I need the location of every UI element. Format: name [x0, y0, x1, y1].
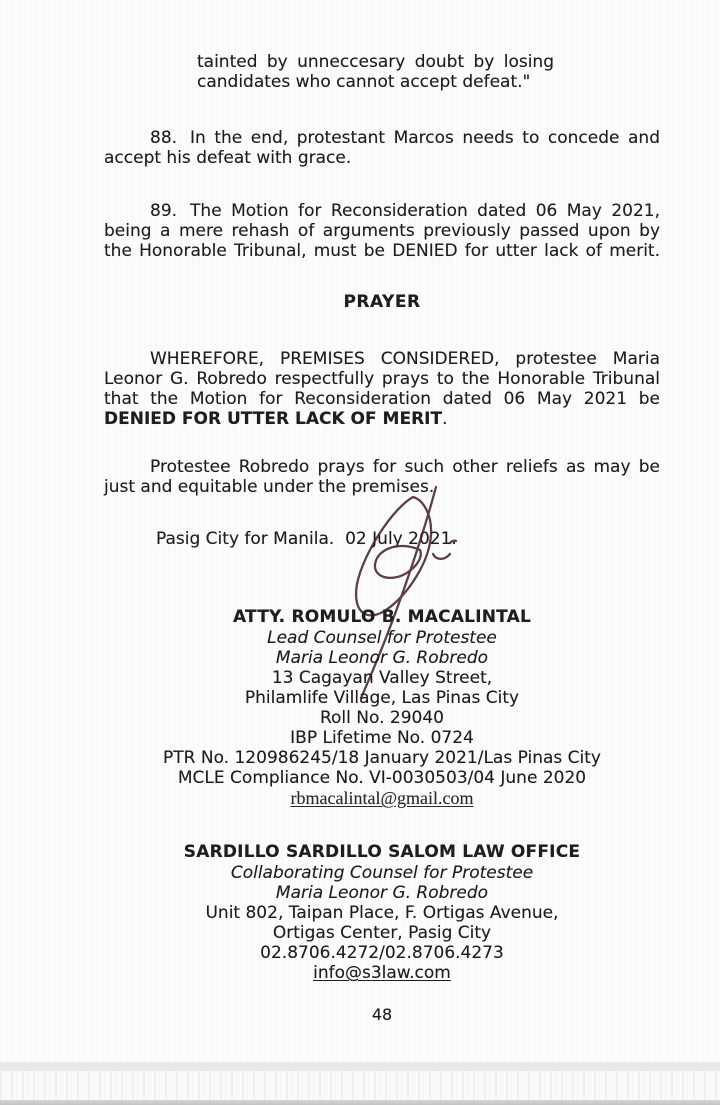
paragraph-line: [104, 201, 660, 221]
paragraph-number: 88.: [150, 128, 178, 148]
scan-bottom-edge: [0, 1100, 720, 1105]
collaborating-counsel-client: Maria Leonor G. Robredo: [275, 883, 489, 903]
paragraph-line: just and equitable under the premises.: [104, 477, 435, 497]
paragraph-text: In the end, protestant Marcos needs to concede and: [190, 128, 660, 148]
paragraph-line: Protestee Robredo prays for such other reliefs as may be: [150, 457, 660, 477]
paragraph-line: [104, 409, 660, 429]
lead-counsel-block: [104, 606, 660, 808]
paragraph-line: Leonor G. Robredo respectfully prays to the Honorable Tribunal: [104, 369, 660, 389]
paragraph-line: WHEREFORE, PREMISES CONSIDERED, protestee Maria: [150, 349, 660, 369]
paragraph-line: being a mere rehash of arguments previously passed upon by: [104, 221, 660, 241]
lead-counsel-title: Lead Counsel for Protestee: [267, 628, 497, 648]
block-quote: [197, 52, 554, 92]
collaborating-counsel-title: Collaborating Counsel for Protestee: [230, 863, 534, 883]
lead-counsel-roll-no: Roll No. 29040: [319, 708, 444, 728]
collaborating-counsel-email: info@s3law.com: [313, 963, 451, 983]
paragraph-line: that the Motion for Reconsideration dated 06 May 2021 be: [104, 389, 660, 409]
paragraph-88: [104, 128, 660, 168]
paragraph-line: [104, 128, 660, 148]
lead-counsel-address: Philamlife Village, Las Pinas City: [244, 688, 520, 708]
collaborating-counsel-block: [104, 841, 660, 983]
collaborating-counsel-phone: 02.8706.4272/02.8706.4273: [260, 943, 504, 963]
quote-line: candidates who cannot accept defeat.": [197, 72, 531, 92]
lead-counsel-address: 13 Cagayan Valley Street,: [271, 668, 493, 688]
denied-emphasis: DENIED FOR UTTER LACK OF MERIT: [104, 409, 443, 429]
wherefore-paragraph: [104, 349, 660, 429]
lead-counsel-client: Maria Leonor G. Robredo: [275, 648, 489, 668]
collaborating-counsel-name: SARDILLO SARDILLO SALOM LAW OFFICE: [183, 842, 581, 862]
place-date-line: Pasig City for Manila. 02 July 2021.: [156, 529, 457, 549]
lead-counsel-ptr-no: PTR No. 120986245/18 January 2021/Las Pinas City: [163, 748, 601, 768]
lead-counsel-name: ATTY. ROMULO B. MACALINTAL: [232, 607, 532, 627]
collaborating-counsel-address: Ortigas Center, Pasig City: [272, 923, 492, 943]
scan-noise-band: [0, 1071, 720, 1100]
lead-counsel-email: rbmacalintal@gmail.com: [290, 788, 474, 808]
paragraph-line: accept his defeat with grace.: [104, 148, 352, 168]
scan-edge-band: [0, 1062, 720, 1071]
prayer-heading: PRAYER: [343, 292, 421, 312]
collaborating-counsel-address: Unit 802, Taipan Place, F. Ortigas Avenue,: [205, 903, 559, 923]
paragraph-89: [104, 201, 660, 261]
reliefs-paragraph: [104, 457, 660, 497]
page-number: 48: [371, 1005, 393, 1024]
quote-line: tainted by unneccesary doubt by losing: [197, 52, 554, 72]
paragraph-line: the Honorable Tribunal, must be DENIED for utter lack of merit.: [104, 241, 660, 261]
lead-counsel-ibp-no: IBP Lifetime No. 0724: [290, 728, 474, 748]
lead-counsel-mcle-no: MCLE Compliance No. VI-0030503/04 June 2020: [177, 768, 587, 788]
paragraph-number: 89.: [150, 201, 178, 221]
sentence-period: .: [442, 409, 448, 429]
paragraph-text: The Motion for Reconsideration dated 06 May 2021,: [190, 201, 660, 221]
